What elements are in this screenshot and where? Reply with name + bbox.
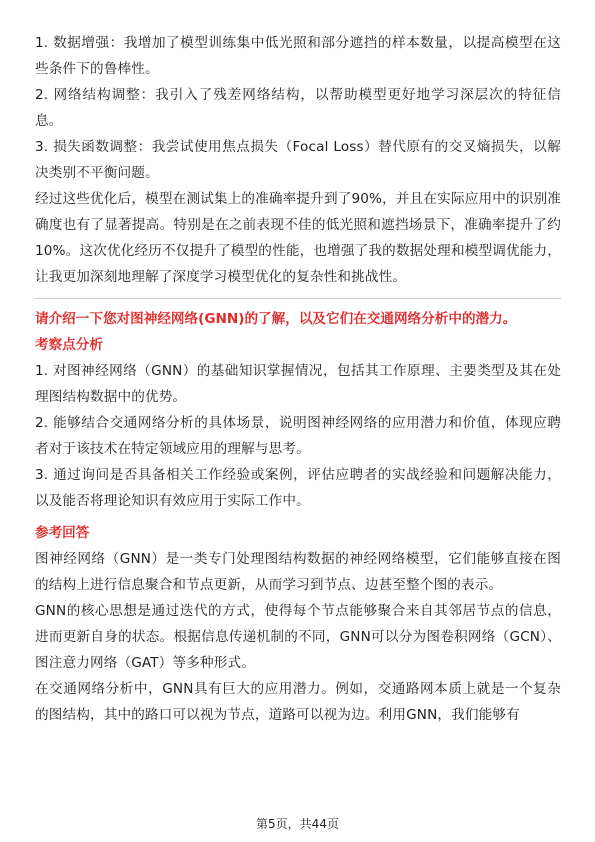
page-number: 第5页，共44页 bbox=[256, 817, 339, 831]
list-item: 3. 损失函数调整：我尝试使用焦点损失（Focal Loss）替代原有的交叉熵损失，以解决类别不平衡问题。 bbox=[35, 139, 561, 181]
list-item: 2. 网络结构调整：我引入了残差网络结构，以帮助模型更好地学习深层次的特征信息。 bbox=[35, 87, 561, 129]
summary-paragraph: 经过这些优化后，模型在测试集上的准确率提升到了90%，并且在实际应用中的识别准确度也有了显著提高。特别是在之前表现不佳的低光照和遮挡场景下，准确率提升了约10%。这次优化经历不仅提升了模型的性能，也增强了我的数据处理和模型调优能力，让我更加深刻地理解了深度学习模型优化的复杂性和挑战性。 bbox=[35, 191, 561, 285]
answer-heading: 参考回答 bbox=[35, 525, 90, 541]
answer-paragraph: GNN的核心思想是通过迭代的方式，使得每个节点能够聚合来自其邻居节点的信息，进而更新自身的状态。根据信息传递机制的不同，GNN可以分为图卷积网络（GCN）、图注意力网络（GAT）等多种形式。 bbox=[35, 603, 561, 671]
answer-paragraph: 在交通网络分析中，GNN具有巨大的应用潜力。例如，交通路网本质上就是一个复杂的图结构，其中的路口可以视为节点，道路可以视为边。利用GNN，我们能够有 bbox=[35, 681, 561, 723]
list-item: 1. 数据增强：我增加了模型训练集中低光照和部分遮挡的样本数量，以提高模型在这些条件下的鲁棒性。 bbox=[35, 35, 561, 77]
list-item: 2. 能够结合交通网络分析的具体场景，说明图神经网络的应用潜力和价值，体现应聘者对于该技术在特定领域应用的理解与思考。 bbox=[35, 415, 561, 457]
document-page bbox=[35, 30, 561, 728]
answer-paragraph: 图神经网络（GNN）是一类专门处理图结构数据的神经网络模型，它们能够直接在图的结构上进行信息聚合和节点更新，从而学习到节点、边甚至整个图的表示。 bbox=[35, 551, 561, 593]
analysis-heading: 考察点分析 bbox=[35, 337, 103, 353]
section-divider bbox=[35, 298, 561, 299]
list-item: 1. 对图神经网络（GNN）的基础知识掌握情况，包括其工作原理、主要类型及其在处理图结构数据中的优势。 bbox=[35, 363, 561, 405]
question-heading: 请介绍一下您对图神经网络(GNN)的了解，以及它们在交通网络分析中的潜力。 bbox=[35, 311, 517, 327]
list-item: 3. 通过询问是否具备相关工作经验或案例，评估应聘者的实战经验和问题解决能力，以及能否将理论知识有效应用于实际工作中。 bbox=[35, 467, 561, 509]
